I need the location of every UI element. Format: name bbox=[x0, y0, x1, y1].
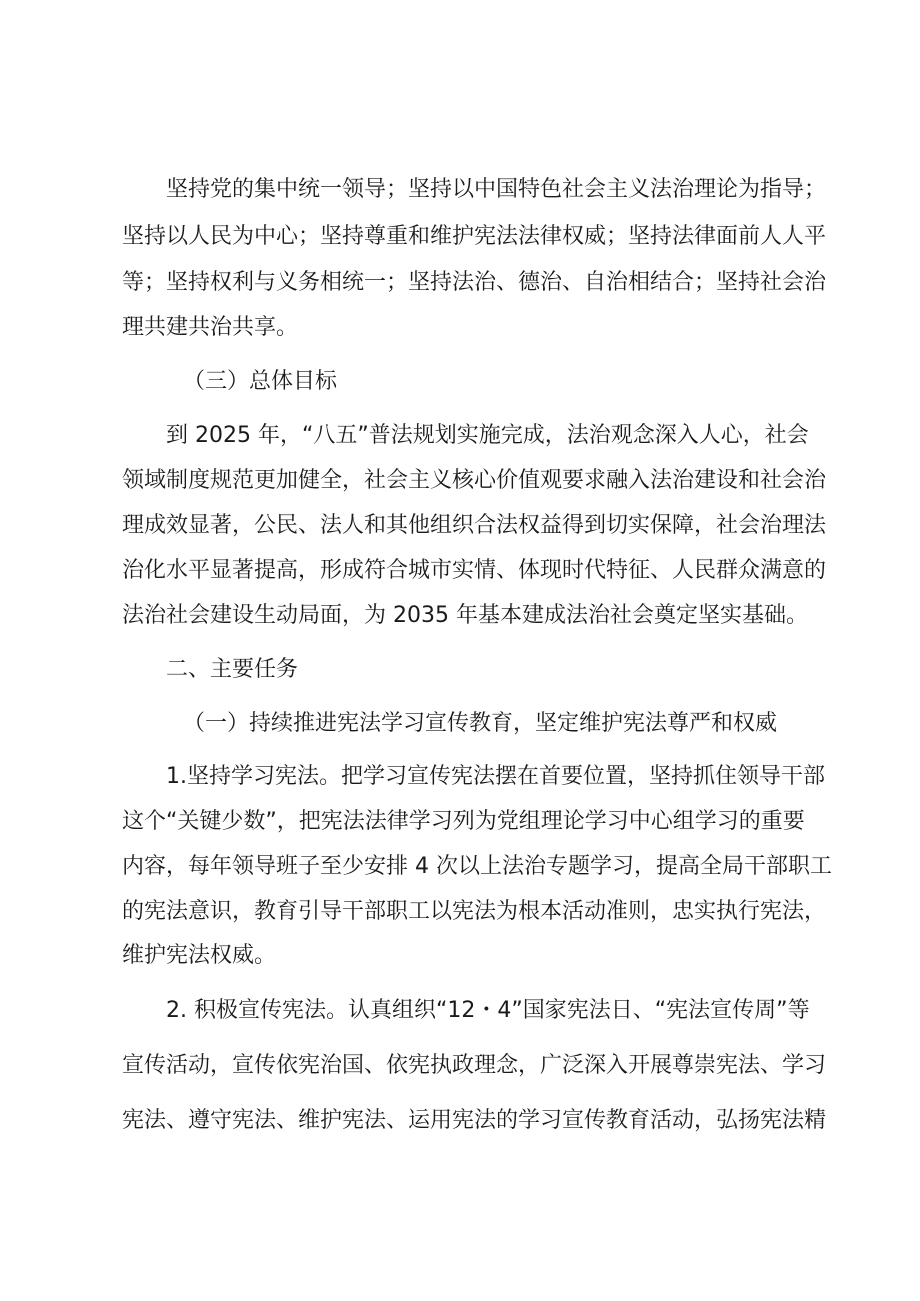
item-1-line-2: 这个“关键少数”，把宪法法律学习列为党组理论学习中心组学习的重要 bbox=[122, 809, 805, 834]
heading-overall-goal: （三）总体目标 bbox=[183, 369, 338, 394]
heading-task-1: （一）持续推进宪法学习宣传教育，坚定维护宪法尊严和权威 bbox=[183, 711, 778, 736]
principles-line-3: 等；坚持权利与义务相统一；坚持法治、德治、自治相结合；坚持社会治 bbox=[122, 270, 827, 295]
item-2-line-2: 宣传活动，宣传依宪治国、依宪执政理念，广泛深入开展尊崇宪法、学习 bbox=[122, 1053, 827, 1078]
item-2-line-3: 宪法、遵守宪法、维护宪法、运用宪法的学习宣传教育活动，弘扬宪法精 bbox=[122, 1108, 827, 1133]
item-1-line-3: 内容，每年领导班子至少安排 4 次以上法治专题学习，提高全局干部职工 bbox=[122, 854, 832, 879]
principles-line-4: 理共建共治共享。 bbox=[122, 315, 299, 340]
item-2-line-1: 2. 积极宣传宪法。认真组织“12・4”国家宪法日、“宪法宣传周”等 bbox=[166, 998, 810, 1023]
overall-goal-line-2: 领域制度规范更加健全，社会主义核心价值观要求融入法治建设和社会治 bbox=[122, 468, 827, 493]
item-1-line-1: 1.坚持学习宪法。把学习宣传宪法摆在首要位置，坚持抓住领导干部 bbox=[166, 764, 825, 789]
heading-main-tasks: 二、主要任务 bbox=[166, 657, 299, 682]
principles-line-1: 坚持党的集中统一领导；坚持以中国特色社会主义法治理论为指导； bbox=[166, 177, 827, 202]
principles-line-2: 坚持以人民为中心；坚持尊重和维护宪法法律权威；坚持法律面前人人平 bbox=[122, 224, 827, 249]
item-1-line-5: 维护宪法权威。 bbox=[122, 943, 277, 968]
overall-goal-line-3: 理成效显著，公民、法人和其他组织合法权益得到切实保障，社会治理法 bbox=[122, 513, 827, 538]
item-1-line-4: 的宪法意识，教育引导干部职工以宪法为根本活动准则，忠实执行宪法， bbox=[122, 899, 827, 924]
overall-goal-line-1: 到 2025 年，“八五”普法规划实施完成，法治观念深入人心，社会 bbox=[166, 423, 809, 448]
overall-goal-line-5: 法治社会建设生动局面，为 2035 年基本建成法治社会奠定坚实基础。 bbox=[122, 603, 808, 628]
overall-goal-line-4: 治化水平显著提高，形成符合城市实情、体现时代特征、人民群众满意的 bbox=[122, 558, 827, 583]
